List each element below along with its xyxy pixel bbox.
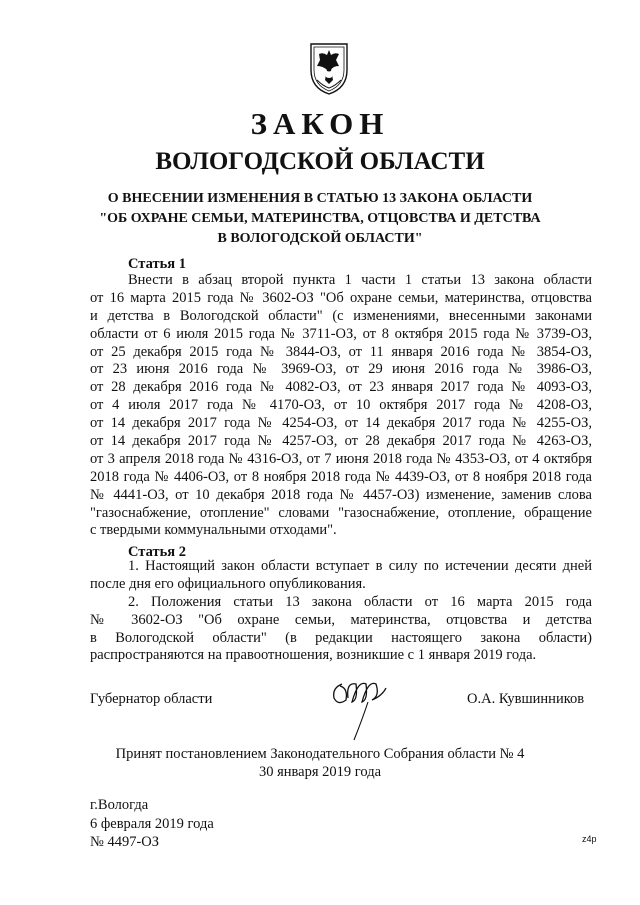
text-line: от 4 июля 2017 года № 4170-ОЗ, от 10 октября 2017 года № 4208-ОЗ, (90, 397, 592, 414)
adoption-note (0, 745, 640, 781)
stamp-code: z4p (582, 834, 597, 844)
text-line: от 25 декабря 2015 года № 3844-ОЗ, от 11 января 2016 года № 3854-ОЗ, (90, 343, 592, 360)
city: г.Вологда (90, 797, 149, 813)
law-subject-line: "ОБ ОХРАНЕ СЕМЬИ, МАТЕРИНСТВА, ОТЦОВСТВА И ДЕТСТВА (99, 211, 541, 226)
article-2-text (90, 558, 592, 665)
coat-of-arms-emblem (303, 40, 355, 96)
governor-name: О.А. Кувшинников (467, 691, 585, 707)
text-line: от 16 марта 2015 года № 3602-ОЗ "Об охране семьи, материнства, отцовства (90, 289, 592, 306)
text-line: в Вологодской области" (в редакции настоящего закона области) (90, 629, 592, 646)
law-subject-line: В ВОЛОГОДСКОЙ ОБЛАСТИ" (217, 231, 423, 246)
text-line: распространяются на правоотношения, возникшие с 1 января 2019 года. (90, 647, 537, 664)
governor-title: Губернатор области (90, 691, 213, 707)
text-line: и детства в Вологодской области" (с изменениями, внесенными законами (90, 307, 592, 324)
text-line: от 14 декабря 2017 года № 4257-ОЗ, от 28 декабря 2017 года № 4263-ОЗ, (90, 433, 592, 450)
region-title: ВОЛОГОДСКОЙ ОБЛАСТИ (155, 148, 485, 175)
document-type: ЗАКОН (250, 106, 390, 141)
text-line: после дня его официального опубликования. (90, 575, 366, 592)
text-line: от 3 апреля 2018 года № 4316-ОЗ, от 7 июня 2018 года № 4353-ОЗ, от 4 октября (90, 450, 592, 467)
text-line: Внести в абзац второй пункта 1 части 1 статьи 13 закона области (128, 272, 592, 288)
article-1-title: Статья 1 (128, 256, 186, 272)
text-line: 2. Положения статьи 13 закона области от 16 марта 2015 года (128, 593, 592, 610)
article-2-title: Статья 2 (128, 544, 186, 560)
text-line: № 3602-ОЗ "Об охране семьи, материнства, отцовства и детства (90, 611, 592, 628)
text-line: 2018 года № 4406-ОЗ, от 8 ноября 2018 года № 4439-ОЗ, от 8 ноября 2018 года (90, 468, 592, 485)
handwritten-signature (328, 674, 390, 744)
law-number: № 4497-ОЗ (90, 834, 160, 850)
text-line: от 28 декабря 2016 года № 4082-ОЗ, от 23 января 2017 года № 4093-ОЗ, (90, 379, 592, 396)
footer-block (90, 796, 214, 852)
signing-date: 6 февраля 2019 года (90, 815, 214, 832)
text-line: с твердыми коммунальными отходами". (90, 522, 337, 539)
text-line: от 14 декабря 2017 года № 4254-ОЗ, от 14 декабря 2017 года № 4255-ОЗ, (90, 415, 592, 432)
text-line: от 23 июня 2016 года № 3969-ОЗ, от 29 июня 2016 года № 3986-ОЗ, (90, 361, 592, 378)
adoption-date: 30 января 2019 года (258, 764, 382, 780)
article-1-text (90, 272, 592, 540)
adoption-line: Принят постановлением Законодательного Собрания области № 4 (115, 746, 525, 762)
text-line: № 4441-ОЗ, от 10 декабря 2018 года № 4457-ОЗ) изменение, заменив слова (90, 486, 592, 503)
text-line: 1. Настоящий закон области вступает в силу по истечении десяти дней (128, 558, 592, 574)
text-line: области от 6 июля 2015 года № 3711-ОЗ, от 8 октября 2015 года № 3739-ОЗ, (90, 325, 592, 342)
text-line: "газоснабжение, отопление" словами "газоснабжение, отопление, обращение (90, 504, 592, 521)
law-subject (0, 189, 640, 249)
law-subject-line: О ВНЕСЕНИИ ИЗМЕНЕНИЯ В СТАТЬЮ 13 ЗАКОНА ОБЛАСТИ (107, 191, 533, 206)
